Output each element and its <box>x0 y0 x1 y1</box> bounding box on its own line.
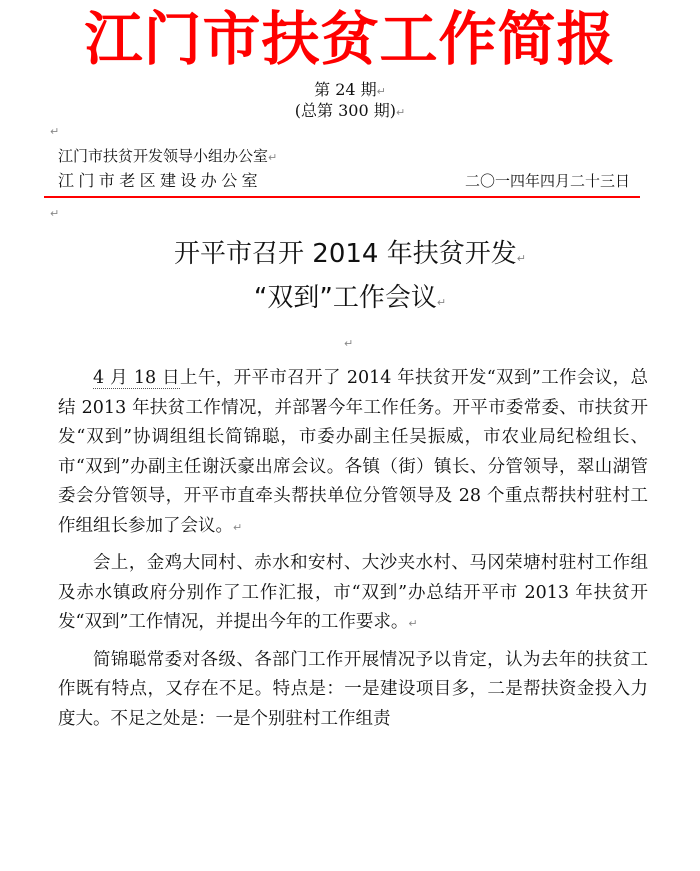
issue-number: 第 24 期↵ <box>314 80 386 99</box>
issue-date: 二〇一四年四月二十三日 <box>464 172 630 190</box>
paragraph-mark-icon: ↵ <box>516 252 526 265</box>
article-title-line-1: 开平市召开 2014 年扶贫开发↵ <box>174 239 526 269</box>
office-name-1: 江门市扶贫开发领导小组办公室↵ <box>58 147 278 165</box>
article-body <box>58 364 648 741</box>
red-divider-rule <box>44 196 640 198</box>
paragraph-mark-icon: ↵ <box>50 125 60 138</box>
paragraph-mark-icon: ↵ <box>233 520 243 534</box>
paragraph-mark-icon: ↵ <box>436 296 447 309</box>
paragraph-mark-icon: ↵ <box>344 337 354 350</box>
office-name-2: 江门市老区建设办公室 <box>58 171 263 190</box>
paragraph-mark-icon: ↵ <box>408 617 418 630</box>
meeting-date: 4 月 18 日 <box>93 368 180 388</box>
masthead-title: 江门市扶贫工作简报 <box>84 5 616 73</box>
article-paragraph-2: 会上，金鸡大同村、赤水和安村、大沙夹水村、马冈荣塘村驻村工作组及赤水镇政府分别作了工作汇报，市“双到”办总结开平市 2013 年扶贫开发“双到”工作情况，并提出今年的工作要求。↵ <box>58 553 648 632</box>
paragraph-mark-icon: ↵ <box>268 151 278 164</box>
issue-total: (总第 300 期)↵ <box>294 101 406 120</box>
paragraph-mark-icon: ↵ <box>395 106 406 119</box>
paragraph-mark-icon: ↵ <box>376 85 386 98</box>
article-paragraph-3: 简锦聪常委对各级、各部门工作开展情况予以肯定，认为去年的扶贫工作既有特点，又存在不足。特点是：一是建设项目多，二是帮扶资金投入力度大。不足之处是：一是个别驻村工作组责 <box>58 649 648 729</box>
paragraph-mark-icon: ↵ <box>50 207 60 220</box>
article-paragraph-1: 4 月 18 日上午，开平市召开了 2014 年扶贫开发“双到”工作会议，总结 2013 年扶贫工作情况，并部署今年工作任务。开平市委常委、市扶贫开发“双到”协调组组长简锦聪，市委办副主任吴振威，市农业局纪检组长、市“双到”办副主任谢沃豪出席会议。各镇（街）镇长、分管领导，翠山湖管委会分管领导，开平市直牵头帮扶单位分管领导及 28 个重点帮扶村驻村工作组组长参加了会议。↵ <box>58 368 648 536</box>
article-title-line-2: “双到”工作会议↵ <box>253 283 447 313</box>
